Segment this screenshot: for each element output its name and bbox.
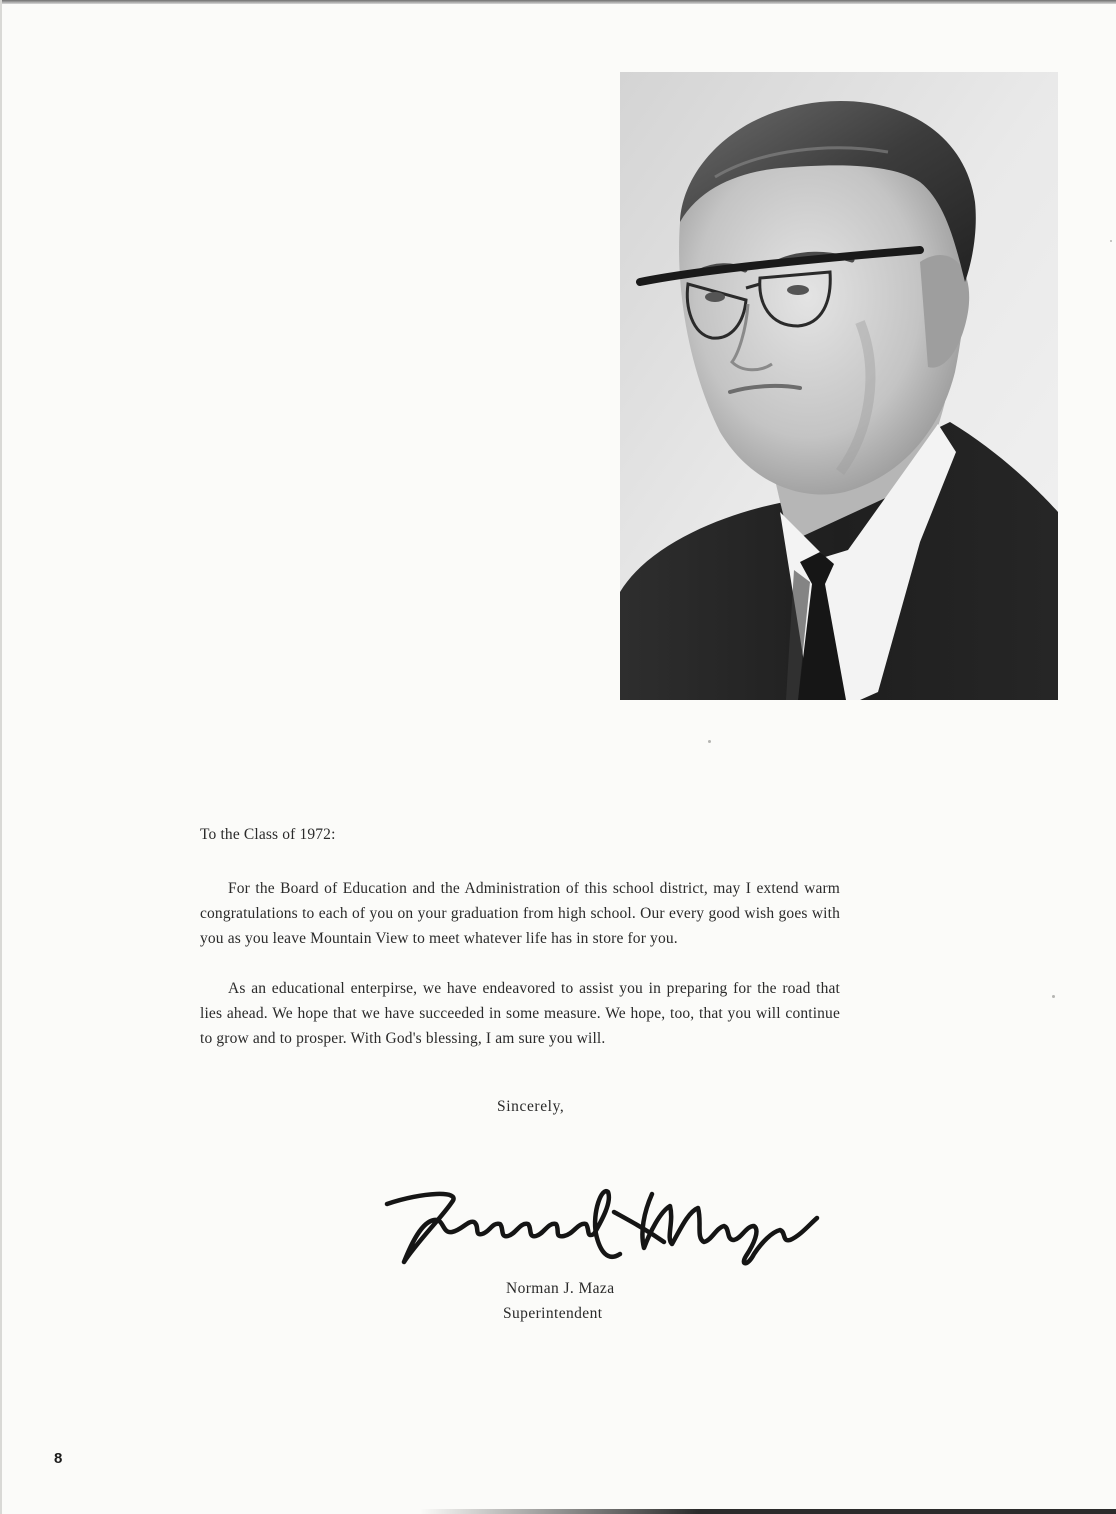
letter-paragraph-1: For the Board of Education and the Administration of this school district, may I extend warm congratulations to each of you on your graduation from high school. Our every good wish goes with you as you leave Mountain View to meet whatever life has in store for you.	[200, 880, 840, 947]
letter-body	[200, 822, 840, 1051]
letter-salutation: To the Class of 1972:	[200, 826, 336, 843]
scan-speck	[1110, 240, 1112, 242]
scan-edge-left	[0, 0, 2, 1514]
handwritten-signature	[382, 1182, 822, 1272]
scan-speck	[708, 740, 711, 743]
signer-name: Norman J. Maza	[506, 1280, 615, 1297]
letter-closing: Sincerely,	[497, 1098, 565, 1115]
letter-paragraph-2: As an educational enterpirse, we have endeavored to assist you in preparing for the road that lies ahead. We hope that we have succeeded in some measure. We hope, too, that you will continue to grow and to prosper. With God's blessing, I am sure you will.	[200, 980, 840, 1047]
superintendent-portrait	[620, 72, 1058, 700]
scan-speck	[1052, 995, 1055, 998]
page-number: 8	[54, 1450, 63, 1467]
scan-edge-top	[0, 0, 1116, 4]
scan-edge-bottom	[420, 1509, 1116, 1514]
signer-title: Superintendent	[503, 1305, 603, 1322]
portrait-photo	[620, 72, 1058, 700]
